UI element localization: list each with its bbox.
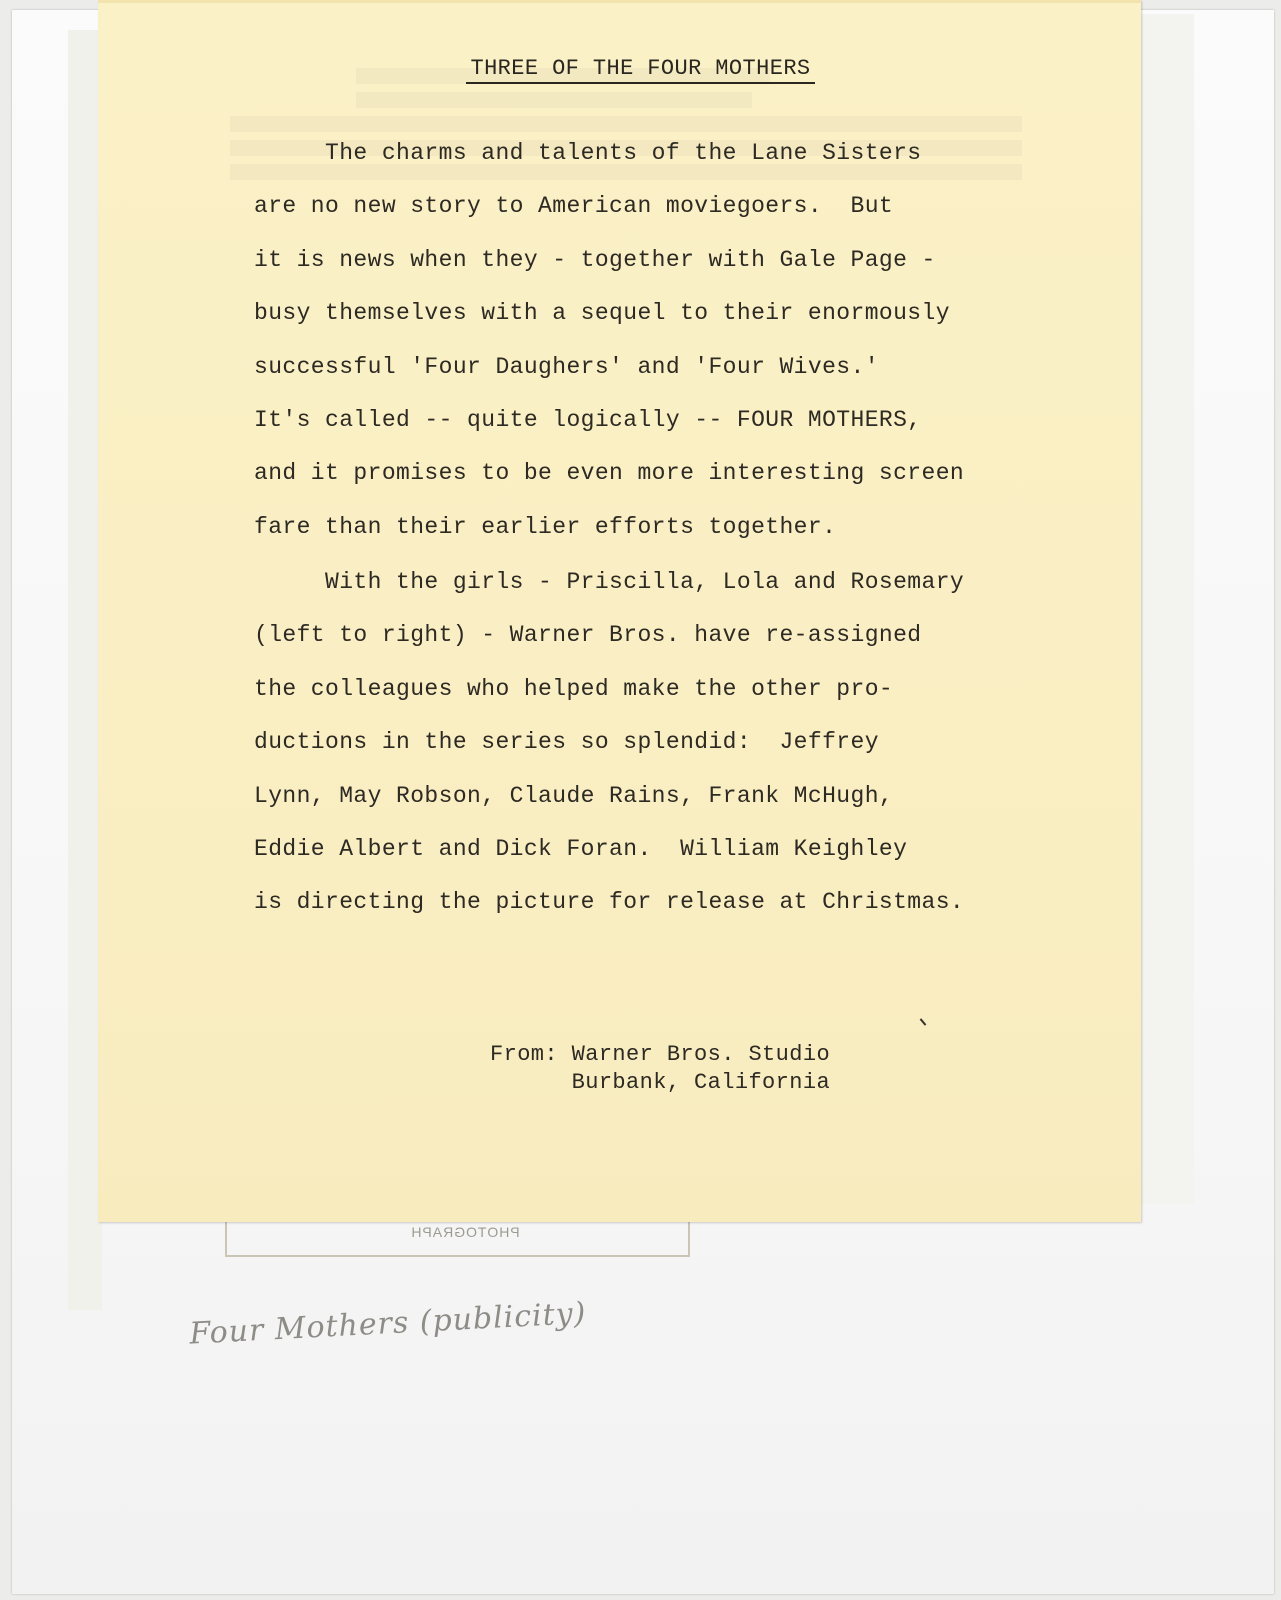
paragraph-2-line: the colleagues who helped make the other pro- [254, 675, 894, 702]
paragraph-1-line: are no new story to American moviegoers. But [254, 193, 894, 220]
paragraph-2-line: (left to right) - Warner Bros. have re-assigned [254, 622, 922, 649]
paragraph-2-line: With the girls - Priscilla, Lola and Rosemary [254, 569, 965, 595]
paragraph-1-line: it is news when they - together with Gale Page - [254, 246, 936, 273]
document-title [0, 56, 1281, 81]
paragraph-1-line: It's called -- quite logically -- FOUR MOTHERS, [254, 407, 922, 434]
paragraph-2-line: is directing the picture for release at Christmas. [254, 889, 965, 916]
paper-strip-left [68, 30, 102, 1310]
from-address-line: Burbank, California [490, 1070, 831, 1095]
paragraph-1-line: fare than their earlier efforts together. [254, 513, 837, 540]
paragraph-1-line: busy themselves with a sequel to their enormously [254, 300, 950, 327]
paragraph-2-line: Eddie Albert and Dick Foran. William Keighley [254, 836, 908, 863]
paragraph-2 [254, 556, 1054, 930]
handwritten-pencil-note: Four Mothers (publicity) [188, 1295, 588, 1352]
document-title-text: THREE OF THE FOUR MOTHERS [466, 56, 814, 84]
paragraph-1-line: and it promises to be even more interesting screen [254, 460, 965, 487]
paragraph-1-line: The charms and talents of the Lane Sisters [254, 140, 922, 166]
from-line: From: Warner Bros. Studio [490, 1042, 831, 1067]
paragraph-2-line: Lynn, May Robson, Claude Rains, Frank McHugh, [254, 782, 894, 809]
reverse-stamp-text: PHOTOGRAPH [410, 1224, 520, 1240]
sheet-top-edge [98, 0, 1141, 3]
paragraph-1-line: successful 'Four Daughers' and 'Four Wives.' [254, 353, 879, 380]
paragraph-2-line: ductions in the series so splendid: Jeffrey [254, 729, 879, 756]
paper-strip-right [1140, 14, 1194, 1204]
paragraph-1 [254, 127, 1054, 554]
from-block [490, 1041, 830, 1097]
